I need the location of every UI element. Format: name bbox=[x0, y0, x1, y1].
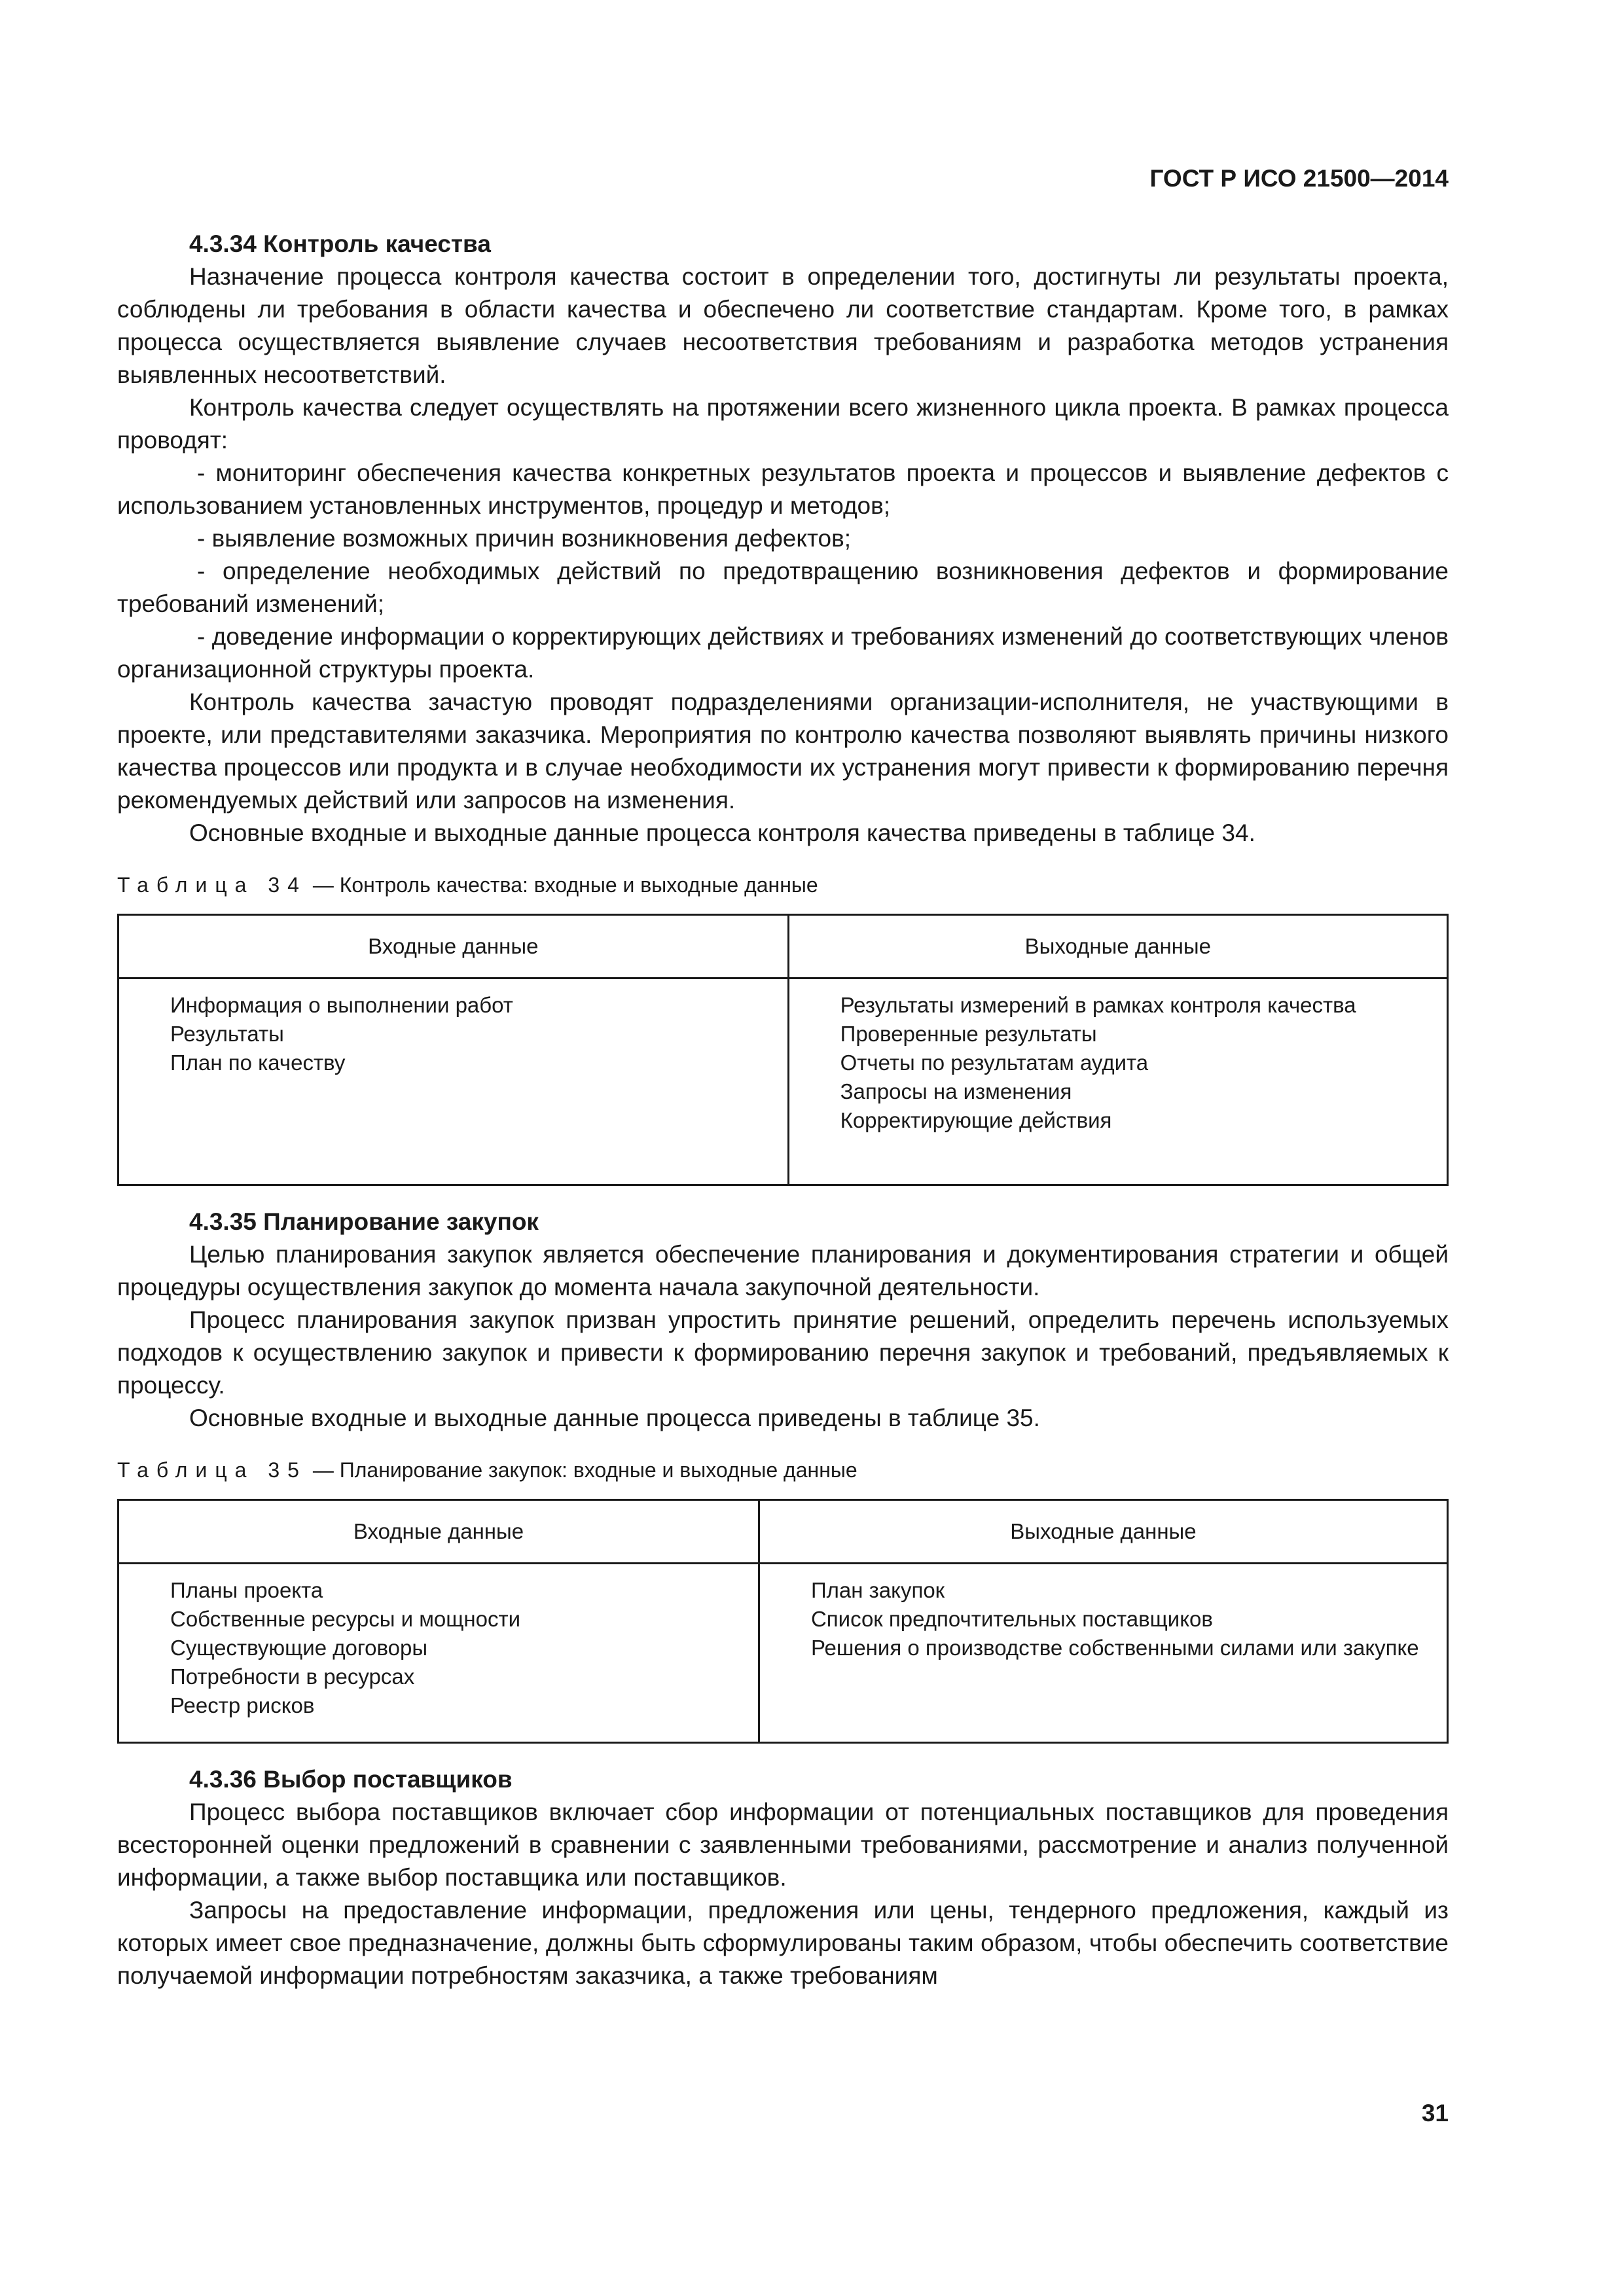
paragraph: Целью планирования закупок является обеспечение планирования и документирования стратегии и общей процедуры осуществления закупок до момента начала закупочной деятельности. bbox=[117, 1241, 1449, 1300]
column-header-inputs: Входные данные bbox=[118, 915, 789, 978]
inputs-cell bbox=[118, 978, 789, 1185]
list-item: - выявление возможных причин возникновения дефектов; bbox=[197, 525, 852, 552]
input-item: Результаты bbox=[170, 1022, 284, 1046]
section-heading-4-3-34: 4.3.34 Контроль качества bbox=[189, 230, 491, 257]
output-item: Отчеты по результатам аудита bbox=[840, 1050, 1149, 1075]
paragraph: Контроль качества зачастую проводят подразделениями организации-исполнителя, не участвующими в проекте, или представителями заказчика. Мероприятия по контролю качества позволяют выявлять причины низкого качества процессов или продукта и в случае необходимости их устранения могут привести к формированию перечня рекомендуемых действий или запросов на изменения. bbox=[117, 689, 1449, 814]
output-item: Корректирующие действия bbox=[840, 1108, 1112, 1132]
table-34 bbox=[117, 914, 1449, 1186]
list-item: - доведение информации о корректирующих действиях и требованиях изменений до соответствующих членов организационной структуры проекта. bbox=[117, 623, 1449, 683]
output-item: Запросы на изменения bbox=[840, 1079, 1072, 1103]
input-item: Планы проекта bbox=[170, 1578, 323, 1602]
output-item: План закупок bbox=[810, 1578, 945, 1602]
output-item: Результаты измерений в рамках контроля качества bbox=[840, 993, 1356, 1017]
column-header-outputs: Выходные данные bbox=[788, 915, 1447, 978]
output-item: Список предпочтительных поставщиков bbox=[810, 1607, 1213, 1631]
input-item: Потребности в ресурсах bbox=[170, 1664, 415, 1689]
input-item: Реестр рисков bbox=[170, 1693, 315, 1717]
outputs-cell bbox=[759, 1564, 1447, 1743]
inputs-cell bbox=[118, 1564, 759, 1743]
input-item: Собственные ресурсы и мощности bbox=[170, 1607, 521, 1631]
table-title: — Планирование закупок: входные и выходные данные bbox=[312, 1458, 857, 1482]
table-caption bbox=[117, 872, 1449, 898]
output-item: Проверенные результаты bbox=[840, 1022, 1097, 1046]
list-item: - мониторинг обеспечения качества конкретных результатов проекта и процессов и выявление дефектов с использованием установленных инструментов, процедур и методов; bbox=[117, 459, 1449, 519]
table-label: Таблица 34 bbox=[117, 873, 307, 897]
column-header-outputs: Выходные данные bbox=[759, 1500, 1447, 1564]
page-number: 31 bbox=[1421, 2100, 1449, 2126]
section-heading-4-3-35: 4.3.35 Планирование закупок bbox=[189, 1208, 539, 1235]
input-item: Информация о выполнении работ bbox=[170, 993, 513, 1017]
table-35 bbox=[117, 1499, 1449, 1744]
output-item: Решения о производстве собственными силами или закупке bbox=[810, 1636, 1419, 1660]
paragraph: Контроль качества следует осуществлять на протяжении всего жизненного цикла проекта. В рамках процесса проводят: bbox=[117, 394, 1449, 454]
section-heading-4-3-36: 4.3.36 Выбор поставщиков bbox=[189, 1766, 513, 1793]
table-caption bbox=[117, 1457, 1449, 1483]
paragraph: Основные входные и выходные данные процесса контроля качества приведены в таблице 34. bbox=[189, 819, 1255, 846]
table-label: Таблица 35 bbox=[117, 1458, 307, 1482]
list-item: - определение необходимых действий по предотвращению возникновения дефектов и формирование требований изменений; bbox=[117, 558, 1449, 617]
paragraph: Процесс выбора поставщиков включает сбор информации от потенциальных поставщиков для проведения всесторонней оценки предложений в сравнении с заявленными требованиями, рассмотрение и анализ полученной информации, а также выбор поставщика или поставщиков. bbox=[117, 1799, 1449, 1891]
paragraph: Основные входные и выходные данные процесса приведены в таблице 35. bbox=[189, 1405, 1040, 1431]
input-item: План по качеству bbox=[170, 1050, 346, 1075]
table-title: — Контроль качества: входные и выходные данные bbox=[312, 873, 818, 897]
column-header-inputs: Входные данные bbox=[118, 1500, 759, 1564]
paragraph: Процесс планирования закупок призван упростить принятие решений, определить перечень используемых подходов к осуществлению закупок и привести к формированию перечня закупок и требований, предъявляемых к процессу. bbox=[117, 1306, 1449, 1399]
standard-number: ГОСТ Р ИСО 21500—2014 bbox=[1149, 165, 1449, 192]
input-item: Существующие договоры bbox=[170, 1636, 428, 1660]
outputs-cell bbox=[788, 978, 1447, 1185]
document-body bbox=[117, 228, 1449, 1992]
paragraph: Запросы на предоставление информации, предложения или цены, тендерного предложения, каждый из которых имеет свое предназначение, должны быть сформулированы таким образом, чтобы обеспечить соответствие получаемой информации потребностям заказчика, а также требованиям bbox=[117, 1897, 1449, 1989]
paragraph: Назначение процесса контроля качества состоит в определении того, достигнуты ли результаты проекта, соблюдены ли требования в области качества и обеспечено ли соответствие стандартам. Кроме того, в рамках процесса осуществляется выявление случаев несоответствия требованиям и разработка методов устранения выявленных несоответствий. bbox=[117, 263, 1449, 388]
